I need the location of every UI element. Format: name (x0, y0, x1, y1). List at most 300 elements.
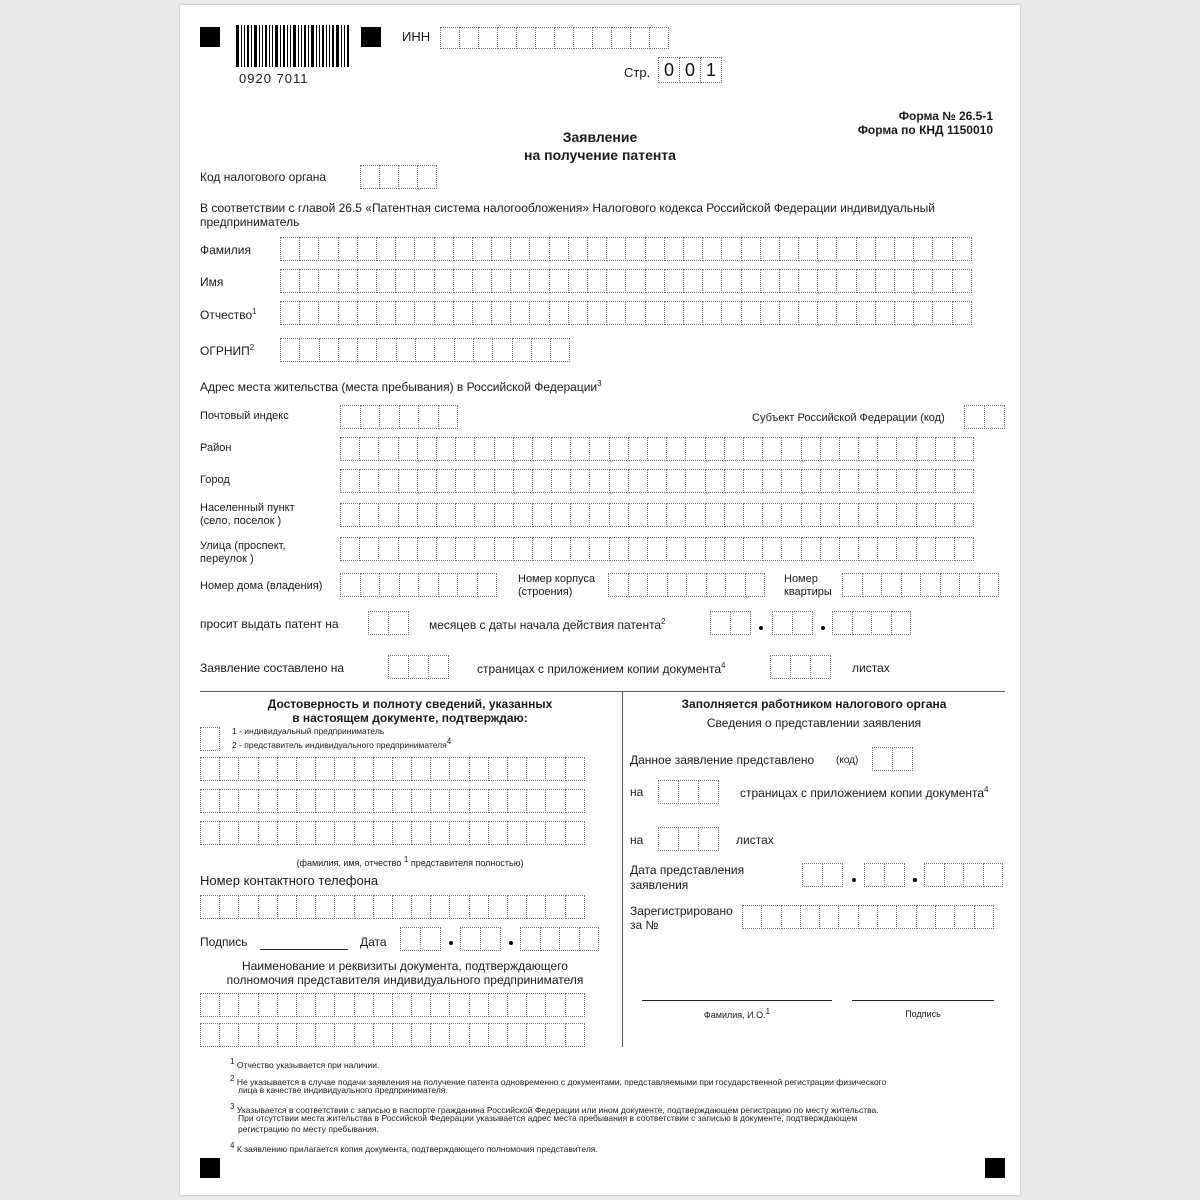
input-cell[interactable] (376, 301, 396, 325)
input-cell[interactable] (200, 993, 220, 1017)
input-cell[interactable] (798, 301, 818, 325)
input-cell[interactable] (400, 927, 421, 951)
input-cell[interactable] (678, 780, 699, 804)
input-cell[interactable] (698, 827, 719, 851)
input-cell[interactable] (858, 503, 878, 527)
input-cell[interactable] (779, 269, 799, 293)
input-cell[interactable] (453, 269, 473, 293)
input-cell[interactable] (761, 905, 781, 929)
input-cell[interactable] (359, 503, 379, 527)
input-cell[interactable] (702, 269, 722, 293)
input-cell[interactable] (820, 537, 840, 561)
input-cell[interactable] (685, 537, 705, 561)
input-cell[interactable] (894, 237, 914, 261)
input-cell[interactable] (801, 469, 821, 493)
input-cell[interactable] (551, 469, 571, 493)
input-cell[interactable] (743, 469, 763, 493)
input-cell[interactable] (836, 237, 856, 261)
input-cell[interactable] (683, 269, 703, 293)
input-cell[interactable] (932, 237, 952, 261)
input-cell[interactable] (984, 405, 1005, 429)
input-cell[interactable] (420, 927, 441, 951)
input-cell[interactable] (532, 469, 552, 493)
input-cell[interactable] (683, 237, 703, 261)
input-cell[interactable] (373, 789, 393, 813)
input-cell[interactable] (686, 573, 707, 597)
input-cell[interactable] (743, 503, 763, 527)
input-cell[interactable] (357, 338, 377, 362)
input-cell[interactable] (299, 338, 319, 362)
input-cell[interactable] (219, 895, 239, 919)
input-cell[interactable] (457, 573, 478, 597)
input-cell[interactable] (565, 821, 585, 845)
input-cell[interactable] (238, 789, 258, 813)
input-cell[interactable] (315, 895, 335, 919)
input-cell[interactable] (315, 757, 335, 781)
officer-pages-field[interactable] (658, 780, 718, 804)
input-cell[interactable] (573, 27, 593, 49)
input-cell[interactable] (299, 237, 319, 261)
input-cell[interactable] (455, 503, 475, 527)
input-cell[interactable] (858, 437, 878, 461)
input-cell[interactable] (258, 757, 278, 781)
input-cell[interactable] (357, 269, 377, 293)
input-cell[interactable] (469, 895, 489, 919)
input-cell[interactable] (819, 905, 839, 929)
input-cell[interactable] (411, 757, 431, 781)
input-cell[interactable] (526, 895, 546, 919)
input-cell[interactable] (200, 789, 220, 813)
input-cell[interactable] (392, 757, 412, 781)
input-cell[interactable] (587, 237, 607, 261)
input-cell[interactable] (871, 611, 892, 635)
input-cell[interactable] (770, 655, 791, 679)
input-cell[interactable] (494, 437, 514, 461)
input-cell[interactable] (589, 503, 609, 527)
input-cell[interactable] (379, 573, 400, 597)
input-cell[interactable] (710, 611, 731, 635)
input-cell[interactable] (398, 469, 418, 493)
input-cell[interactable] (334, 993, 354, 1017)
input-cell[interactable] (839, 437, 859, 461)
input-cell[interactable] (647, 437, 667, 461)
input-cell[interactable] (219, 789, 239, 813)
input-cell[interactable] (666, 437, 686, 461)
input-cell[interactable] (832, 611, 853, 635)
input-cell[interactable] (430, 895, 450, 919)
input-cell[interactable] (625, 301, 645, 325)
input-cell[interactable] (742, 905, 762, 929)
input-cell[interactable] (488, 1023, 508, 1047)
input-cell[interactable] (296, 1023, 316, 1047)
input-cell[interactable] (535, 27, 555, 49)
input-cell[interactable] (964, 405, 985, 429)
input-cell[interactable] (411, 895, 431, 919)
input-cell[interactable] (334, 895, 354, 919)
input-cell[interactable] (645, 301, 665, 325)
input-cell[interactable] (354, 1023, 374, 1047)
input-cell[interactable] (491, 237, 511, 261)
input-cell[interactable] (277, 1023, 297, 1047)
registration-number-field[interactable] (742, 905, 993, 929)
input-cell[interactable] (606, 237, 626, 261)
input-cell[interactable] (296, 993, 316, 1017)
input-cell[interactable] (862, 573, 883, 597)
input-cell[interactable] (762, 437, 782, 461)
input-cell[interactable] (474, 469, 494, 493)
input-cell[interactable] (545, 993, 565, 1017)
input-cell[interactable] (376, 237, 396, 261)
input-cell[interactable] (399, 405, 420, 429)
input-cell[interactable] (408, 655, 429, 679)
input-cell[interactable] (839, 503, 859, 527)
input-cell[interactable] (935, 503, 955, 527)
input-cell[interactable] (395, 237, 415, 261)
input-cell[interactable] (529, 237, 549, 261)
input-cell[interactable] (706, 573, 727, 597)
input-cell[interactable] (724, 503, 744, 527)
input-cell[interactable] (842, 573, 863, 597)
input-cell[interactable] (565, 993, 585, 1017)
input-cell[interactable] (609, 437, 629, 461)
input-cell[interactable] (373, 1023, 393, 1047)
input-cell[interactable] (277, 789, 297, 813)
input-cell[interactable] (513, 437, 533, 461)
input-cell[interactable] (219, 1023, 239, 1047)
input-cell[interactable] (896, 503, 916, 527)
input-cell[interactable] (379, 405, 400, 429)
input-cell[interactable] (924, 863, 945, 887)
input-cell[interactable] (334, 789, 354, 813)
input-cell[interactable] (760, 269, 780, 293)
input-cell[interactable] (258, 1023, 278, 1047)
input-cell[interactable] (430, 789, 450, 813)
input-cell[interactable] (554, 27, 574, 49)
phone-field[interactable] (200, 895, 584, 919)
input-cell[interactable] (896, 437, 916, 461)
input-cell[interactable] (551, 537, 571, 561)
input-cell[interactable] (334, 757, 354, 781)
input-cell[interactable] (801, 437, 821, 461)
input-cell[interactable] (238, 993, 258, 1017)
input-cell[interactable] (983, 863, 1004, 887)
input-cell[interactable] (395, 269, 415, 293)
input-cell[interactable] (963, 863, 984, 887)
input-cell[interactable] (954, 537, 974, 561)
input-cell[interactable] (438, 573, 459, 597)
input-cell[interactable] (507, 757, 527, 781)
submitted-code-field[interactable] (872, 747, 912, 771)
input-cell[interactable] (568, 269, 588, 293)
building-field[interactable] (608, 573, 764, 597)
input-cell[interactable] (340, 437, 360, 461)
input-cell[interactable] (338, 301, 358, 325)
input-cell[interactable] (360, 573, 381, 597)
input-cell[interactable] (609, 503, 629, 527)
input-cell[interactable] (781, 905, 801, 929)
input-cell[interactable] (875, 237, 895, 261)
input-cell[interactable] (494, 469, 514, 493)
input-cell[interactable] (683, 301, 703, 325)
input-cell[interactable] (357, 301, 377, 325)
input-cell[interactable] (378, 469, 398, 493)
officer-signature-line[interactable] (852, 1000, 994, 1001)
input-cell[interactable] (430, 993, 450, 1017)
input-cell[interactable] (760, 301, 780, 325)
input-cell[interactable] (952, 301, 972, 325)
input-cell[interactable] (743, 537, 763, 561)
input-cell[interactable] (379, 165, 399, 189)
input-cell[interactable] (526, 821, 546, 845)
input-cell[interactable] (340, 537, 360, 561)
input-cell[interactable] (340, 503, 360, 527)
input-cell[interactable] (417, 537, 437, 561)
input-cell[interactable] (916, 503, 936, 527)
input-cell[interactable] (647, 573, 668, 597)
input-cell[interactable] (318, 269, 338, 293)
input-cell[interactable] (611, 27, 631, 49)
input-cell[interactable] (360, 405, 381, 429)
input-cell[interactable] (414, 237, 434, 261)
input-cell[interactable] (436, 469, 456, 493)
input-cell[interactable] (359, 537, 379, 561)
input-cell[interactable] (200, 1023, 220, 1047)
input-cell[interactable] (398, 437, 418, 461)
input-cell[interactable] (664, 301, 684, 325)
input-cell[interactable] (856, 301, 876, 325)
input-cell[interactable] (894, 269, 914, 293)
input-cell[interactable] (392, 789, 412, 813)
input-cell[interactable] (378, 437, 398, 461)
input-cell[interactable] (877, 537, 897, 561)
input-cell[interactable] (315, 1023, 335, 1047)
input-cell[interactable] (820, 469, 840, 493)
input-cell[interactable] (875, 269, 895, 293)
input-cell[interactable] (219, 821, 239, 845)
input-cell[interactable] (822, 863, 843, 887)
input-cell[interactable] (858, 537, 878, 561)
input-cell[interactable] (545, 789, 565, 813)
input-cell[interactable] (414, 301, 434, 325)
input-cell[interactable] (373, 821, 393, 845)
input-cell[interactable] (592, 27, 612, 49)
input-cell[interactable] (705, 503, 725, 527)
input-cell[interactable] (649, 27, 669, 49)
confirm-month-field[interactable] (460, 927, 500, 951)
input-cell[interactable] (296, 821, 316, 845)
input-cell[interactable] (277, 895, 297, 919)
input-cell[interactable] (741, 301, 761, 325)
input-cell[interactable] (488, 789, 508, 813)
input-cell[interactable] (570, 469, 590, 493)
input-cell[interactable] (551, 503, 571, 527)
input-cell[interactable] (817, 301, 837, 325)
input-cell[interactable] (507, 789, 527, 813)
input-cell[interactable] (901, 573, 922, 597)
input-cell[interactable] (296, 895, 316, 919)
input-cell[interactable] (587, 269, 607, 293)
input-cell[interactable] (781, 503, 801, 527)
input-cell[interactable] (280, 301, 300, 325)
input-cell[interactable] (526, 789, 546, 813)
input-cell[interactable] (625, 237, 645, 261)
input-cell[interactable] (864, 863, 885, 887)
input-cell[interactable] (258, 789, 278, 813)
input-cell[interactable] (913, 269, 933, 293)
input-cell[interactable] (658, 780, 679, 804)
input-cell[interactable] (340, 405, 361, 429)
input-cell[interactable] (628, 503, 648, 527)
input-cell[interactable] (480, 927, 501, 951)
input-cell[interactable] (488, 895, 508, 919)
input-cell[interactable] (354, 993, 374, 1017)
input-cell[interactable] (836, 301, 856, 325)
tax-code-field[interactable] (360, 165, 436, 189)
input-cell[interactable] (520, 927, 541, 951)
input-cell[interactable] (952, 269, 972, 293)
input-cell[interactable] (453, 237, 473, 261)
input-cell[interactable] (299, 301, 319, 325)
authority-doc-line-1[interactable] (200, 993, 584, 1017)
input-cell[interactable] (359, 469, 379, 493)
input-cell[interactable] (258, 895, 278, 919)
input-cell[interactable] (781, 437, 801, 461)
input-cell[interactable] (606, 269, 626, 293)
input-cell[interactable] (647, 469, 667, 493)
input-cell[interactable] (277, 821, 297, 845)
input-cell[interactable] (647, 537, 667, 561)
input-cell[interactable] (817, 237, 837, 261)
input-cell[interactable] (354, 821, 374, 845)
input-cell[interactable] (494, 537, 514, 561)
input-cell[interactable] (877, 503, 897, 527)
input-cell[interactable] (724, 469, 744, 493)
authority-doc-line-2[interactable] (200, 1023, 584, 1047)
input-cell[interactable] (449, 895, 469, 919)
input-cell[interactable] (474, 537, 494, 561)
input-cell[interactable] (411, 789, 431, 813)
input-cell[interactable] (817, 269, 837, 293)
input-cell[interactable] (399, 573, 420, 597)
input-cell[interactable] (472, 269, 492, 293)
input-cell[interactable] (392, 993, 412, 1017)
input-cell[interactable] (532, 537, 552, 561)
confirmer-type-field[interactable] (200, 727, 219, 751)
input-cell[interactable] (877, 437, 897, 461)
input-cell[interactable] (469, 1023, 489, 1047)
input-cell[interactable] (781, 537, 801, 561)
input-cell[interactable] (932, 301, 952, 325)
input-cell[interactable] (449, 821, 469, 845)
input-cell[interactable] (472, 301, 492, 325)
input-cell[interactable] (609, 537, 629, 561)
input-cell[interactable] (469, 757, 489, 781)
input-cell[interactable] (497, 27, 517, 49)
district-field[interactable] (340, 437, 973, 461)
input-cell[interactable] (892, 747, 913, 771)
input-cell[interactable] (398, 537, 418, 561)
input-cell[interactable] (219, 757, 239, 781)
input-cell[interactable] (979, 573, 1000, 597)
start-month-field[interactable] (772, 611, 812, 635)
input-cell[interactable] (790, 655, 811, 679)
input-cell[interactable] (532, 503, 552, 527)
input-cell[interactable] (334, 821, 354, 845)
input-cell[interactable] (430, 1023, 450, 1047)
input-cell[interactable] (488, 757, 508, 781)
name-field[interactable] (280, 269, 971, 293)
input-cell[interactable] (449, 993, 469, 1017)
input-cell[interactable] (418, 405, 439, 429)
input-cell[interactable] (388, 611, 409, 635)
postal-code-field[interactable] (340, 405, 457, 429)
representative-fio-line-3[interactable] (200, 821, 584, 845)
input-cell[interactable] (721, 237, 741, 261)
input-cell[interactable] (315, 993, 335, 1017)
input-cell[interactable] (762, 469, 782, 493)
submission-month-field[interactable] (864, 863, 904, 887)
input-cell[interactable] (357, 237, 377, 261)
input-cell[interactable] (559, 927, 580, 951)
input-cell[interactable] (608, 573, 629, 597)
input-cell[interactable] (219, 993, 239, 1017)
input-cell[interactable] (877, 469, 897, 493)
input-cell[interactable] (836, 269, 856, 293)
house-field[interactable] (340, 573, 496, 597)
input-cell[interactable] (449, 757, 469, 781)
representative-fio-line-1[interactable] (200, 757, 584, 781)
input-cell[interactable] (896, 469, 916, 493)
input-cell[interactable] (801, 537, 821, 561)
input-cell[interactable] (373, 757, 393, 781)
input-cell[interactable] (526, 993, 546, 1017)
input-cell[interactable] (743, 437, 763, 461)
patronymic-field[interactable] (280, 301, 971, 325)
input-cell[interactable] (488, 993, 508, 1017)
input-cell[interactable] (411, 1023, 431, 1047)
input-cell[interactable] (396, 338, 416, 362)
input-cell[interactable] (705, 537, 725, 561)
sheets-field[interactable] (770, 655, 830, 679)
input-cell[interactable] (628, 573, 649, 597)
input-cell[interactable] (954, 905, 974, 929)
input-cell[interactable] (510, 301, 530, 325)
input-cell[interactable] (913, 301, 933, 325)
input-cell[interactable] (798, 237, 818, 261)
input-cell[interactable] (730, 611, 751, 635)
input-cell[interactable] (545, 757, 565, 781)
input-cell[interactable] (334, 1023, 354, 1047)
input-cell[interactable] (488, 821, 508, 845)
input-cell[interactable] (359, 437, 379, 461)
input-cell[interactable] (469, 821, 489, 845)
input-cell[interactable] (664, 237, 684, 261)
input-cell[interactable] (238, 895, 258, 919)
input-cell[interactable] (549, 301, 569, 325)
input-cell[interactable] (388, 655, 409, 679)
input-cell[interactable] (398, 165, 418, 189)
input-cell[interactable] (338, 237, 358, 261)
input-cell[interactable] (916, 469, 936, 493)
input-cell[interactable] (877, 905, 897, 929)
input-cell[interactable] (438, 405, 459, 429)
input-cell[interactable] (492, 338, 512, 362)
input-cell[interactable] (645, 237, 665, 261)
input-cell[interactable] (491, 301, 511, 325)
city-field[interactable] (340, 469, 973, 493)
input-cell[interactable] (415, 338, 435, 362)
input-cell[interactable] (666, 469, 686, 493)
